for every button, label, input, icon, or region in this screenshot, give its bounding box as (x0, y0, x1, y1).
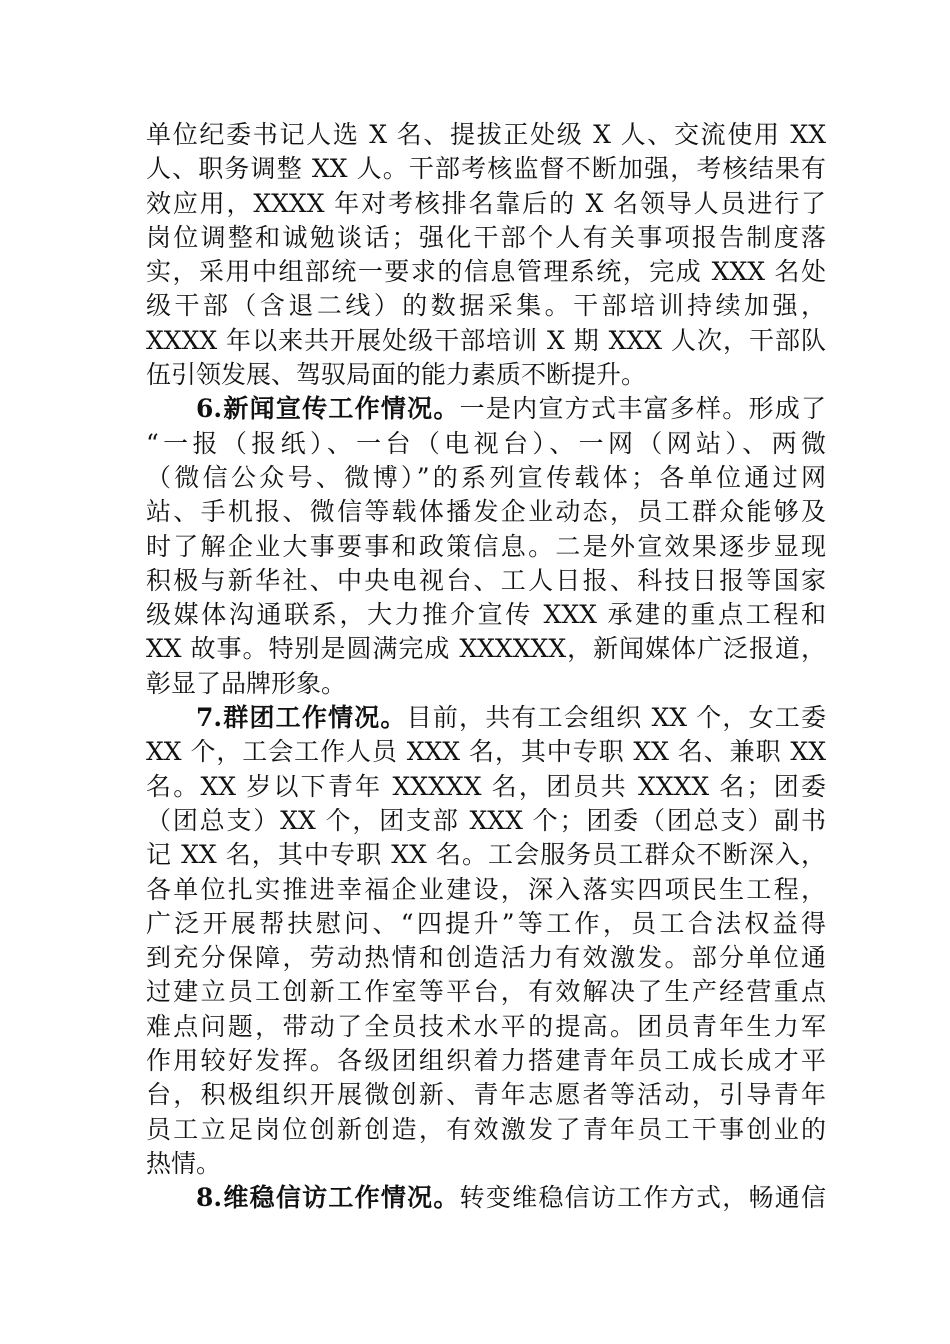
text-line: （微信公众号、微博）”的系列宣传载体；各单位通过网 (146, 462, 826, 492)
text-line: 实，采用中组部统一要求的信息管理系统，完成 XXX 名处 (146, 257, 826, 287)
text-line: 伍引领发展、驾驭局面的能力素质不断提升。 (146, 360, 647, 390)
text-line: 单位纪委书记人选 X 名、提拔正处级 X 人、交流使用 XX (146, 120, 826, 149)
text-line: 各单位扎实推进幸福企业建设，深入落实四项民生工程， (146, 874, 826, 904)
text-line: 级媒体沟通联系，大力推介宣传 XXX 承建的重点工程和 (146, 600, 826, 630)
text-line: 名。XX 岁以下青年 XXXXX 名，团员共 XXXX 名；团委 (146, 771, 826, 801)
text-run: 转变维稳信访工作方式，畅通信 (459, 1183, 826, 1213)
text-line: 广泛开展帮扶慰问、“四提升”等工作，员工合法权益得 (146, 908, 826, 938)
text-run: 目前，共有工会组织 XX 个，女工委 (406, 703, 826, 733)
paragraph-first-line (146, 392, 826, 426)
text-run: 一是内宣方式丰富多样。形成了 (459, 394, 826, 424)
text-line: 到充分保障，劳动热情和创造活力有效激发。部分单位通 (146, 943, 826, 973)
text-line: 积极与新华社、中央电视台、工人日报、科技日报等国家 (146, 565, 826, 595)
text-line: （团总支）XX 个，团支部 XXX 个；团委（团总支）副书 (146, 805, 826, 835)
text-line: 难点问题，带动了全员技术水平的提高。团员青年生力军 (146, 1011, 826, 1041)
text-line: 作用较好发挥。各级团组织着力搭建青年员工成长成才平 (146, 1046, 826, 1076)
text-line: XX 故事。特别是圆满完成 XXXXXX，新闻媒体广泛报道， (146, 634, 826, 664)
text-line: 热情。 (146, 1148, 222, 1178)
paragraph-first-line (146, 701, 826, 735)
text-line: 过建立员工创新工作室等平台，有效解决了生产经营重点 (146, 977, 826, 1007)
section-heading: 8.维稳信访工作情况。 (196, 1183, 460, 1213)
body-text (146, 118, 826, 1216)
text-line: 效应用，XXXX 年对考核排名靠后的 X 名领导人员进行了 (146, 188, 826, 218)
text-line: 台，积极组织开展微创新、青年志愿者等活动，引导青年 (146, 1080, 826, 1110)
text-line: XX 个，工会工作人员 XXX 名，其中专职 XX 名、兼职 XX (146, 737, 826, 767)
text-line: XXXX 年以来共开展处级干部培训 X 期 XXX 人次，干部队 (146, 325, 826, 355)
text-line: “一报（报纸）、一台（电视台）、一网（网站）、两微 (146, 428, 826, 458)
text-line: 记 XX 名，其中专职 XX 名。工会服务员工群众不断深入， (146, 840, 826, 870)
text-line: 彰显了品牌形象。 (146, 668, 347, 698)
section-heading: 6.新闻宣传工作情况。 (196, 394, 460, 424)
text-line: 岗位调整和诚勉谈话；强化干部个人有关事项报告制度落 (146, 222, 826, 252)
text-line: 级干部（含退二线）的数据采集。干部培训持续加强， (146, 291, 826, 321)
text-line: 时了解企业大事要事和政策信息。二是外宣效果逐步显现 (146, 531, 826, 561)
text-line: 人、职务调整 XX 人。干部考核监督不断加强，考核结果有 (146, 154, 826, 184)
text-line: 站、手机报、微信等载体播发企业动态，员工群众能够及 (146, 497, 826, 527)
paragraph-first-line (146, 1181, 826, 1215)
text-line: 员工立足岗位创新创造，有效激发了青年员工干事创业的 (146, 1114, 826, 1144)
section-heading: 7.群团工作情况。 (196, 703, 407, 733)
